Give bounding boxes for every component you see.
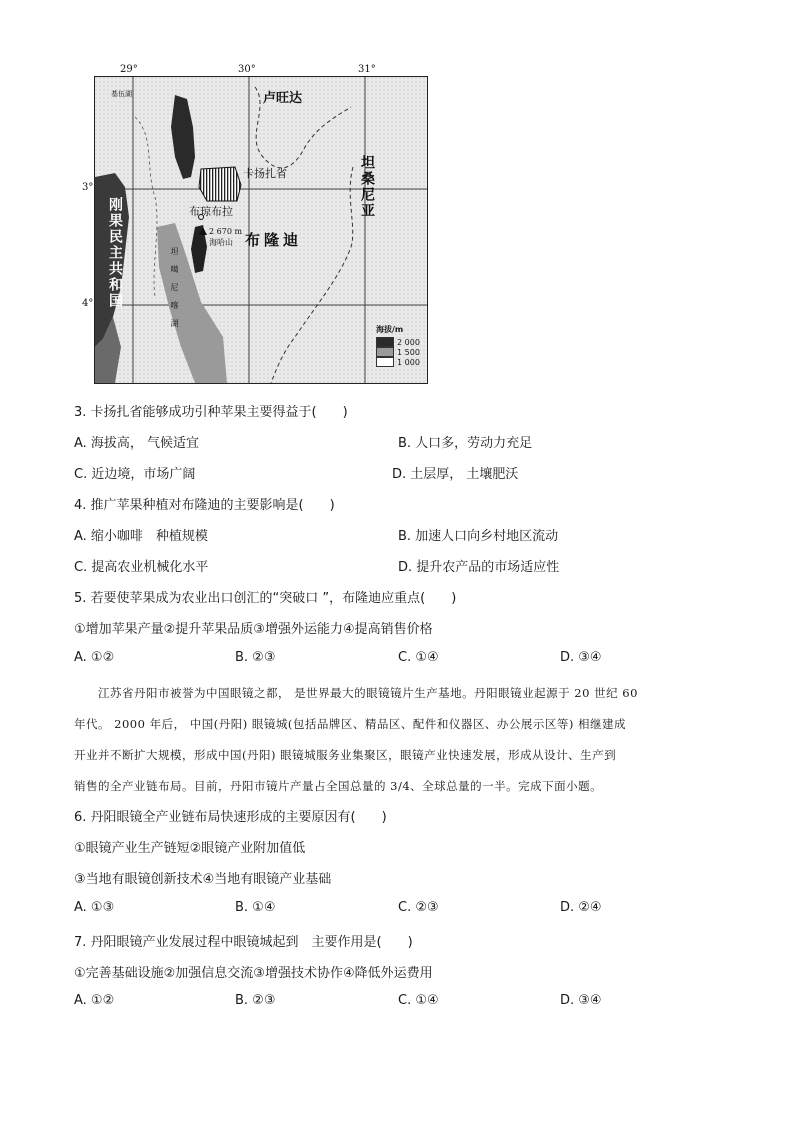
question-7-statements: ①完善基础设施②加强信息交流③增强技术协作④降低外运费用 — [74, 966, 433, 981]
lake-kivu-label: 基伍湖 — [111, 90, 132, 98]
passage-line: 江苏省丹阳市被誉为中国眼镜之都， 是世界最大的眼镜镜片生产基地。丹阳眼镜业起源于 20 世纪 60 — [74, 686, 638, 700]
longitude-31: 31° — [358, 64, 376, 75]
question-3-option-c[interactable]: C. 近边境，市场广阔 — [74, 467, 196, 482]
question-4-option-c[interactable]: C. 提高农业机械化水平 — [74, 560, 209, 575]
bujumbura-label: 布琼布拉 — [189, 205, 233, 218]
question-4-option-a[interactable]: A. 缩小咖啡 种植规模 — [74, 529, 208, 544]
rwanda-label: 卢旺达 — [263, 91, 303, 106]
kayanza-province-shape — [199, 167, 241, 201]
question-5-option-a[interactable]: A. ①② — [74, 650, 115, 665]
question-3-stem: 3. 卡扬扎省能够成功引种苹果主要得益于( ) — [74, 405, 348, 420]
passage-line: 销售的全产业链布局。目前，丹阳市镜片产量占全国总量的 3/4、全球总量的一半。完成下面小题。 — [74, 779, 603, 793]
question-7-option-d[interactable]: D. ③④ — [560, 993, 602, 1008]
question-6-statements-1: ①眼镜产业生产链短②眼镜产业附加值低 — [74, 841, 306, 856]
longitude-29: 29° — [120, 64, 138, 75]
legend-row-1500: 1 500 — [376, 347, 420, 357]
question-5-stem: 5. 若要使苹果成为农业出口创汇的“突破口 ”，布隆迪应重点( ) — [74, 591, 457, 606]
legend-row-1000: 1 000 — [376, 357, 420, 367]
question-6-option-b[interactable]: B. ①④ — [235, 900, 276, 915]
legend-swatch — [376, 347, 394, 357]
question-5-statements: ①增加苹果产量②提升苹果品质③增强外运能力④提高销售价格 — [74, 622, 433, 637]
passage — [74, 678, 724, 802]
legend-swatch — [376, 357, 394, 367]
legend-swatch — [376, 337, 394, 347]
question-7-option-b[interactable]: B. ②③ — [235, 993, 276, 1008]
passage-line: 开业并不断扩大规模，形成中国(丹阳) 眼镜城服务业集聚区，眼镜产业快速发展，形成从设计、生产到 — [74, 748, 617, 762]
question-3-option-d[interactable]: D. 土层厚， 土壤肥沃 — [392, 467, 519, 482]
legend-row-2000: 2 000 — [376, 337, 420, 347]
question-5-option-b[interactable]: B. ②③ — [235, 650, 276, 665]
question-6-option-c[interactable]: C. ②③ — [398, 900, 439, 915]
latitude-3: 3° — [82, 182, 94, 193]
question-3-option-a[interactable]: A. 海拔高， 气候适宜 — [74, 436, 200, 451]
question-7-option-c[interactable]: C. ①④ — [398, 993, 439, 1008]
passage-line: 年代。 2000 年后， 中国(丹阳) 眼镜城(包括品牌区、精品区、配件和仪器区、办公展示区等) 相继建成 — [74, 717, 626, 731]
question-7-option-a[interactable]: A. ①② — [74, 993, 115, 1008]
question-4-option-d[interactable]: D. 提升农产品的市场适应性 — [398, 560, 560, 575]
legend-title: 海拔/m — [376, 325, 404, 334]
tanganyika-label: 坦噶尼喀湖 — [170, 247, 179, 337]
kayanza-label: 卡扬扎省 — [243, 167, 287, 180]
question-5-option-c[interactable]: C. ①④ — [398, 650, 439, 665]
latitude-4: 4° — [82, 298, 94, 309]
question-5-option-d[interactable]: D. ③④ — [560, 650, 602, 665]
peak-name-label: 海哈山 — [209, 238, 233, 247]
question-6-stem: 6. 丹阳眼镜全产业链布局快速形成的主要原因有( ) — [74, 810, 387, 825]
peak-elevation-label: 2 670 m — [209, 227, 243, 236]
tanzania-label: 坦桑尼亚 — [359, 155, 375, 219]
question-6-option-a[interactable]: A. ①③ — [74, 900, 115, 915]
burundi-label: 布隆迪 — [245, 231, 303, 249]
question-6-statements-2: ③当地有眼镜创新技术④当地有眼镜产业基础 — [74, 872, 332, 887]
question-3-option-b[interactable]: B. 人口多，劳动力充足 — [398, 436, 533, 451]
question-6-option-d[interactable]: D. ②④ — [560, 900, 602, 915]
question-4-option-b[interactable]: B. 加速人口向乡村地区流动 — [398, 529, 559, 544]
drc-label: 刚果民主共和国 — [107, 197, 123, 309]
longitude-30: 30° — [238, 64, 256, 75]
question-7-stem: 7. 丹阳眼镜产业发展过程中眼镜城起到 主要作用是( ) — [74, 935, 413, 950]
map-figure — [80, 62, 430, 388]
question-4-stem: 4. 推广苹果种植对布隆迪的主要影响是( ) — [74, 498, 335, 513]
elevation-legend — [376, 324, 420, 367]
